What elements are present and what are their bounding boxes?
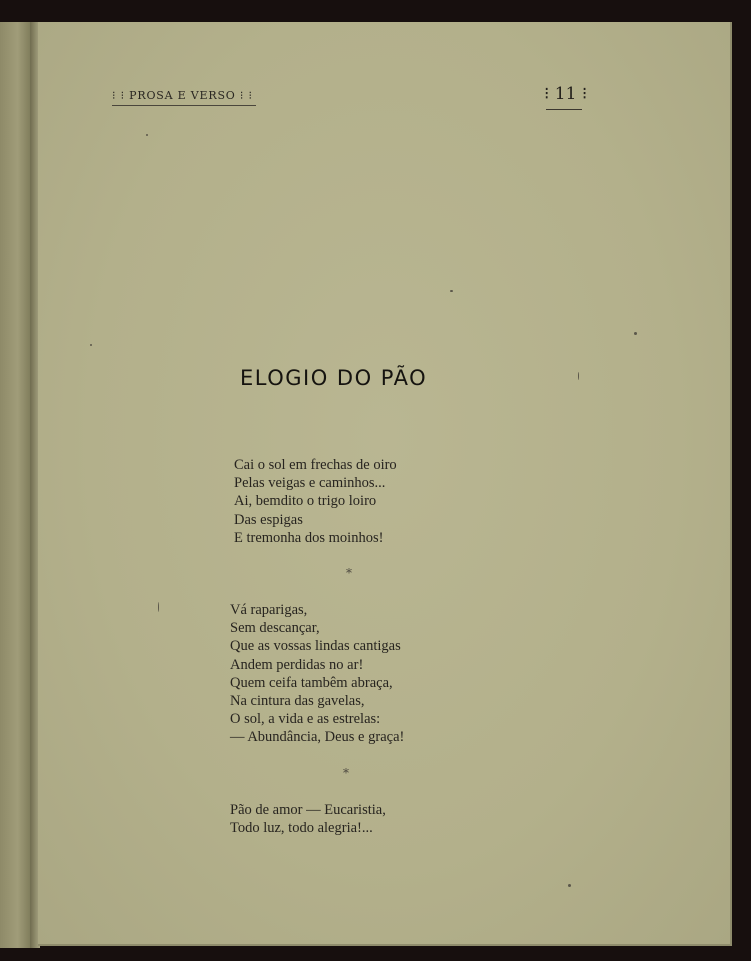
verse-line: Quem ceifa tambêm abraça, — [230, 674, 393, 691]
verse-line: — Abundância, Deus e graça! — [230, 729, 405, 746]
running-title: ⁝ ⁝ PROSA E VERSO ⁝ ⁝ — [112, 89, 253, 102]
stanza-2 — [230, 601, 404, 747]
poem-title: ELOGIO DO PÃO — [240, 366, 428, 390]
verse-line: Na cintura das gavelas, — [230, 692, 365, 709]
stanza-separator: * — [346, 566, 352, 580]
verse-line: O sol, a vida e as estrelas: — [230, 711, 381, 728]
stanza-3 — [230, 801, 386, 837]
stanza-1 — [234, 456, 397, 547]
paper-speck — [634, 332, 637, 335]
stanza-separator: * — [343, 766, 349, 780]
running-head — [112, 89, 260, 107]
page-number — [544, 84, 588, 110]
facing-page-edge — [0, 22, 32, 948]
verse-line: E tremonha dos moinhos! — [234, 529, 384, 546]
verse-line: Ai, bemdito o trigo loiro — [234, 493, 377, 510]
verse-line: Pão de amor — Eucaristia, — [230, 802, 386, 818]
verse-line: Sem descançar, — [230, 620, 320, 637]
paper-speck — [450, 290, 453, 292]
running-head-rule — [112, 105, 256, 106]
page-number-rule — [546, 109, 582, 110]
paper-speck — [578, 372, 579, 380]
verse-line: Das espigas — [234, 511, 303, 528]
paper-speck — [568, 884, 571, 887]
verse-line: Pelas veigas e caminhos... — [234, 475, 386, 492]
verse-line: Todo luz, todo alegria!... — [230, 820, 373, 837]
verse-line: Cai o sol em frechas de oiro — [234, 457, 397, 473]
verse-line: Que as vossas lindas cantigas — [230, 638, 401, 655]
paper-speck — [146, 134, 148, 136]
verse-line: Andem perdidas no ar! — [230, 656, 364, 673]
paper-speck — [90, 344, 92, 346]
paper-speck — [158, 602, 159, 612]
verse-line: Vá raparigas, — [230, 602, 308, 618]
page-number-text: ⁝ 11 ⁝ — [544, 84, 588, 104]
